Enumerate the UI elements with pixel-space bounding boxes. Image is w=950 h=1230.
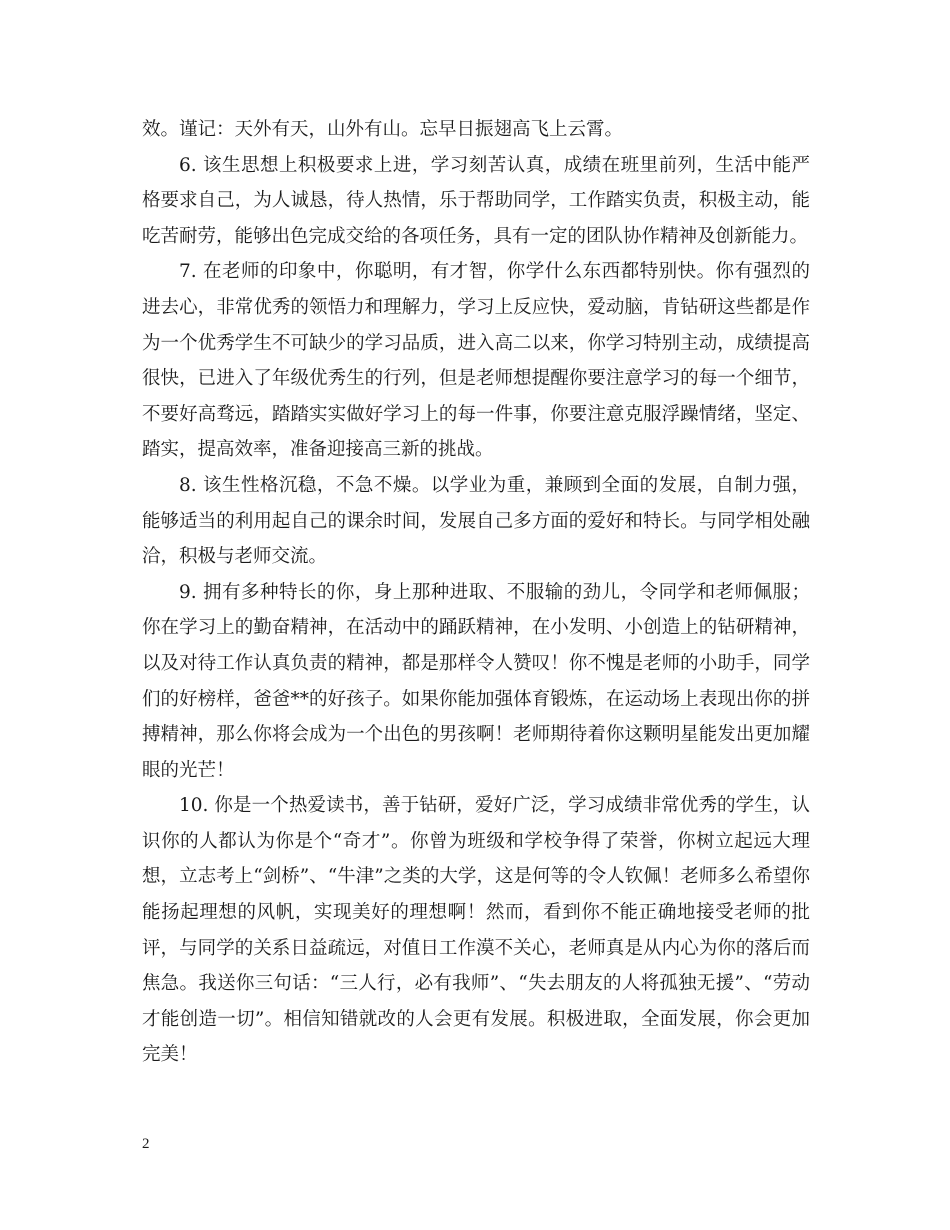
paragraph-item-8: 8. 该生性格沉稳，不急不燥。以学业为重，兼顾到全面的发展，自制力强，能够适当的利用起自己的课余时间，发展自己多方面的爱好和特长。与同学相处融洽，积极与老师交流。 (142, 474, 810, 568)
paragraph-continuation: 效。谨记：天外有天，山外有山。忘早日振翅高飞上云霄。 (142, 119, 624, 140)
paragraph-item-6: 6. 该生思想上积极要求上进，学习刻苦认真，成绩在班里前列，生活中能严格要求自己，为人诚恳，待人热情，乐于帮助同学，工作踏实负责，积极主动，能吃苦耐劳，能够出色完成交给的各项任务，具有一定的团队协作精神及创新能力。 (142, 154, 810, 247)
page-number: 2 (142, 1136, 150, 1152)
paragraph-item-9: 9. 拥有多种特长的你，身上那种进取、不服输的劲儿，令同学和老师佩服；你在学习上的勤奋精神，在活动中的踊跃精神，在小发明、小创造上的钻研精神，以及对待工作认真负责的精神，都是那样令人赞叹！你不愧是老师的小助手，同学们的好榜样，爸爸**的好孩子。如果你能加强体育锻炼，在运动场上表现出你的拼搏精神，那么你将会成为一个出色的男孩啊！老师期待着你这颗明星能发出更加耀眼的光芒！ (142, 581, 810, 781)
paragraph-item-10: 10. 你是一个热爱读书，善于钻研，爱好广泛，学习成绩非常优秀的学生，认识你的人都认为你是个“奇才”。你曾为班级和学校争得了荣誉，你树立起远大理想，立志考上“剑桥”、“牛津”之类的大学，这是何等的令人钦佩！老师多么希望你能扬起理想的风帆，实现美好的理想啊！然而，看到你不能正确地接受老师的批评，与同学的关系日益疏远，对值日工作漠不关心，老师真是从内心为你的落后而焦急。我送你三句话：“三人行，必有我师”、“失去朋友的人将孤独无援”、“劳动才能创造一切”。相信知错就改的人会更有发展。积极进取，全面发展，你会更加完美！ (142, 795, 810, 1066)
document-body (142, 112, 810, 1073)
paragraph-item-7: 7. 在老师的印象中，你聪明，有才智，你学什么东西都特别快。你有强烈的进去心，非常优秀的领悟力和理解力，学习上反应快，爱动脑，肯钻研这些都是作为一个优秀学生不可缺少的学习品质，进入高二以来，你学习特别主动，成绩提高很快，已进入了年级优秀生的行列，但是老师想提醒你要注意学习的每一个细节，不要好高骛远，踏踏实实做好学习上的每一件事，你要注意克服浮躁情绪，坚定、踏实，提高效率，准备迎接高三新的挑战。 (142, 261, 810, 461)
